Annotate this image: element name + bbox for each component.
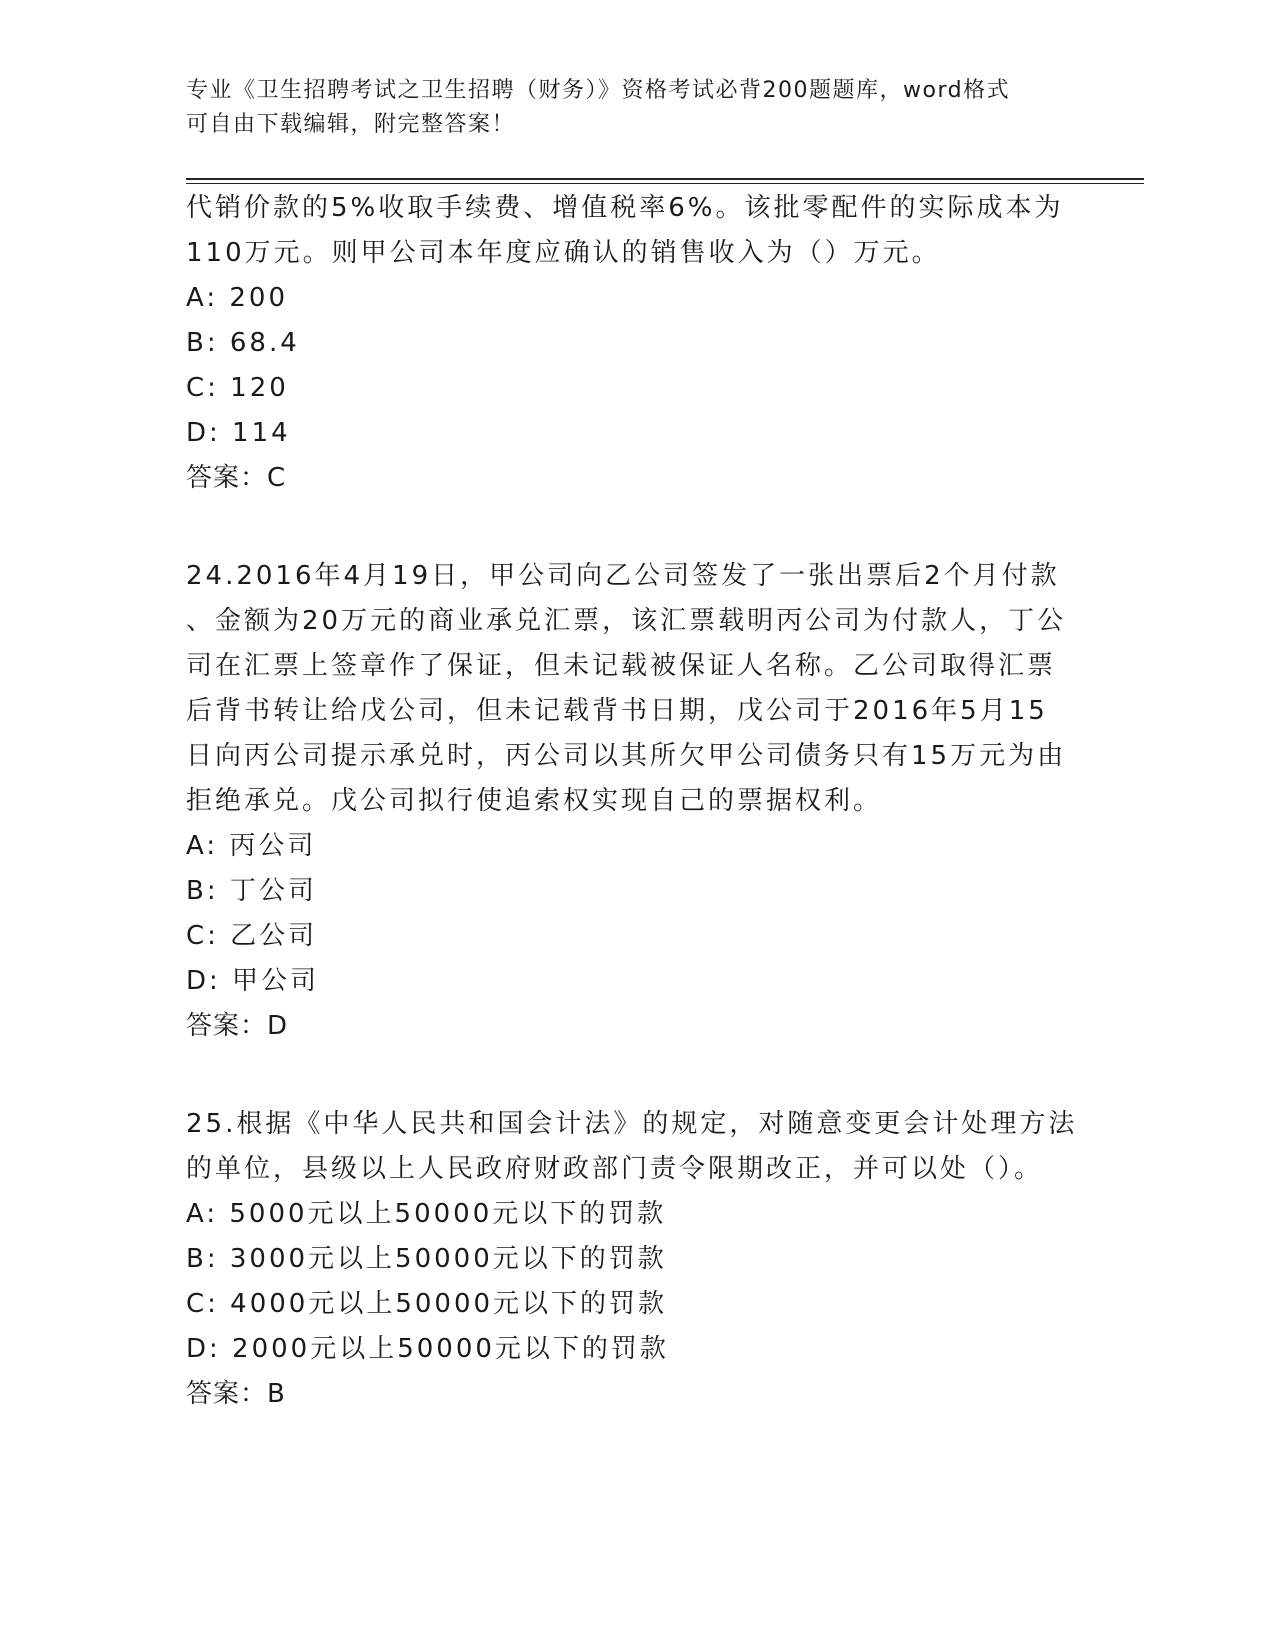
header-line-1: 专业《卫生招聘考试之卫生招聘（财务）》资格考试必背200题题库，word格式 [186,78,1011,103]
question-23 [186,186,1086,501]
question-stem-line: 司在汇票上签章作了保证，但未记载被保证人名称。乙公司取得汇票 [186,651,1057,681]
question-stem-line: 24.2016年4月19日，甲公司向乙公司签发了一张出票后2个月付款 [186,561,1060,591]
answer-label: 答案：B [186,1379,286,1409]
option-c: C: 乙公司 [186,921,318,951]
question-24 [186,554,1086,1049]
option-c: C: 120 [186,373,289,403]
option-b: B: 68.4 [186,328,300,358]
header-divider-thick [186,178,1144,180]
question-25 [186,1102,1086,1417]
question-stem-line: 日向丙公司提示承兑时，丙公司以其所欠甲公司债务只有15万元为由 [186,741,1067,771]
page-header [186,74,1086,142]
question-spacer [186,1049,1086,1102]
option-a: A: 5000元以上50000元以下的罚款 [186,1199,667,1229]
answer-label: 答案：D [186,1011,289,1041]
question-list [186,186,1086,1417]
option-d: D: 114 [186,418,291,448]
option-d: D: 甲公司 [186,966,320,996]
question-spacer [186,501,1086,554]
header-line-2: 可自由下载编辑，附完整答案！ [186,112,516,137]
header-divider-thin [186,183,1144,184]
question-stem-line: 110万元。则甲公司本年度应确认的销售收入为（）万元。 [186,238,941,268]
question-stem-line: 的单位，县级以上人民政府财政部门责令限期改正，并可以处（）。 [186,1154,1044,1184]
question-stem-line: 后背书转让给戊公司，但未记载背书日期，戊公司于2016年5月15 [186,696,1048,726]
question-stem-line: 25.根据《中华人民共和国会计法》的规定，对随意变更会计处理方法 [186,1109,1078,1139]
answer-label: 答案：C [186,463,287,493]
option-d: D: 2000元以上50000元以下的罚款 [186,1334,669,1364]
question-stem-line: 代销价款的5%收取手续费、增值税率6%。该批零配件的实际成本为 [186,193,1064,223]
option-b: B: 3000元以上50000元以下的罚款 [186,1244,667,1274]
question-stem-line: 、金额为20万元的商业承兑汇票，该汇票载明丙公司为付款人，丁公 [186,606,1067,636]
question-stem-line: 拒绝承兑。戊公司拟行使追索权实现自己的票据权利。 [186,786,883,816]
option-a: A: 丙公司 [186,831,317,861]
option-c: C: 4000元以上50000元以下的罚款 [186,1289,668,1319]
option-a: A: 200 [186,283,288,313]
option-b: B: 丁公司 [186,876,317,906]
